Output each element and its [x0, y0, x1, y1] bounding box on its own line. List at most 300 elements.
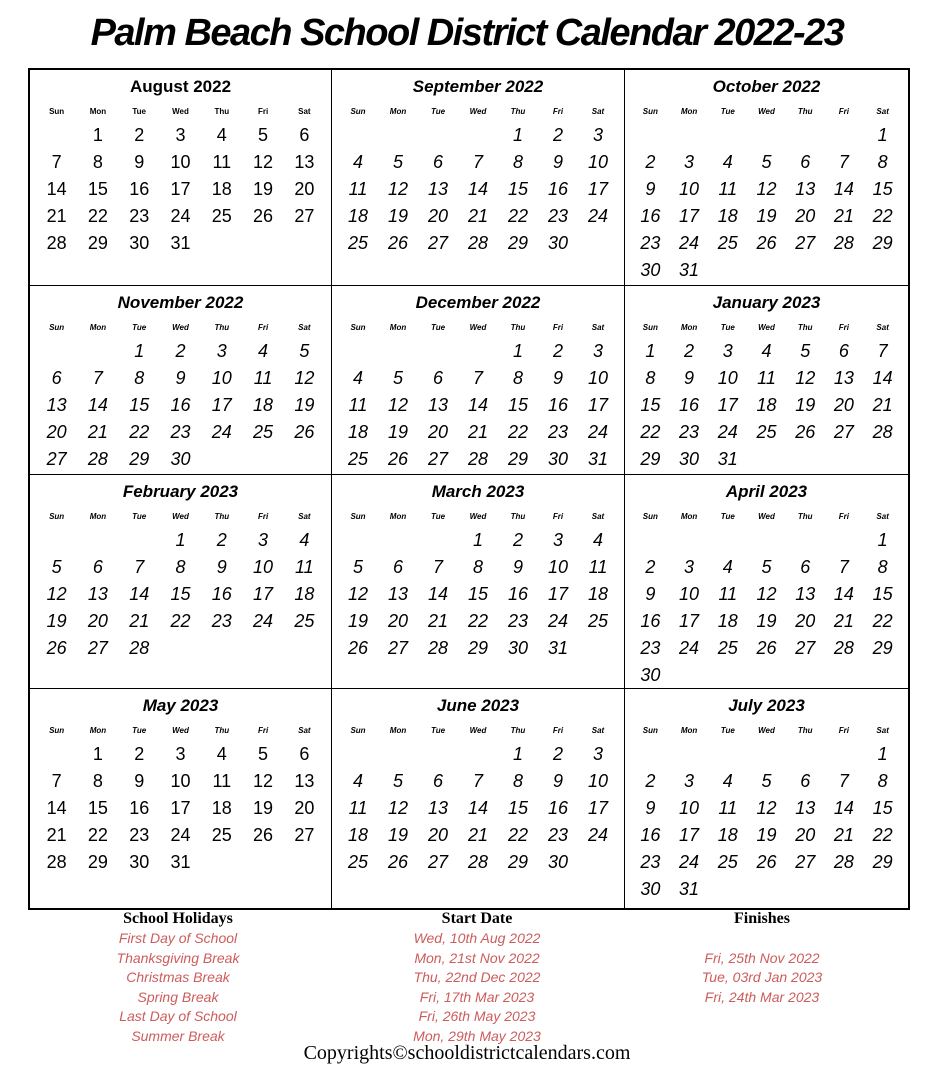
date-cell: 7	[838, 771, 849, 791]
date-cell: 23	[170, 422, 191, 442]
date-cell: 4	[216, 744, 227, 764]
date-cell: 12	[387, 798, 409, 818]
date-cell: 22	[507, 825, 529, 845]
empty-cell	[708, 257, 747, 284]
date-cell: 2	[216, 530, 227, 550]
date-cell: 27	[795, 638, 816, 658]
date-cell: 11	[757, 368, 776, 388]
empty-cell	[378, 338, 418, 365]
empty-cell	[201, 446, 242, 473]
date-cell: 24	[717, 422, 738, 442]
date-cell: 23	[129, 825, 150, 845]
date-cell: 29	[129, 449, 150, 469]
empty-cell	[708, 527, 747, 554]
break-holiday: Summer Break	[131, 1027, 225, 1044]
weekday-label: Sun	[642, 106, 658, 116]
month-may-2023	[30, 689, 332, 908]
weekday-label: Thu	[214, 725, 230, 735]
date-cell: 20	[387, 611, 409, 631]
week-row	[631, 554, 902, 581]
weeks	[625, 122, 908, 284]
date-cell: 22	[467, 611, 489, 631]
date-cell: 16	[640, 825, 661, 845]
school-holidays-list	[28, 929, 328, 1046]
empty-cell	[458, 338, 498, 365]
date-cell: 11	[718, 584, 738, 604]
weekday-header-row	[332, 505, 624, 527]
date-cell: 25	[717, 852, 738, 872]
date-cell: 22	[872, 825, 893, 845]
date-cell: 3	[592, 125, 603, 145]
date-cell: 29	[872, 852, 893, 872]
empty-cell	[201, 849, 242, 876]
date-cell: 21	[467, 825, 489, 845]
date-cell: 13	[833, 368, 854, 388]
date-cell: 1	[175, 530, 186, 550]
weekday-label: Fri	[257, 106, 269, 116]
date-cell: 18	[347, 825, 369, 845]
empty-cell	[242, 849, 283, 876]
month-september-2022	[332, 70, 625, 286]
date-cell: 3	[684, 152, 695, 172]
weekday-header-row	[30, 505, 331, 527]
date-cell: 2	[645, 152, 656, 172]
date-cell: 14	[833, 798, 854, 818]
week-row	[36, 768, 325, 795]
empty-cell	[825, 446, 864, 473]
month-title: April 2023	[725, 482, 808, 501]
calendar-grid	[28, 68, 910, 910]
empty-cell	[418, 122, 458, 149]
weekday-label: Sun	[350, 322, 366, 332]
empty-cell	[747, 662, 786, 689]
week-row	[338, 768, 618, 795]
page-title: Palm Beach School District Calendar 2022-23	[90, 12, 844, 54]
empty-cell	[418, 527, 458, 554]
week-row	[36, 527, 325, 554]
date-cell: 10	[679, 179, 700, 199]
week-row	[338, 392, 618, 419]
date-cell: 30	[640, 665, 661, 685]
month-october-2022	[625, 70, 908, 286]
date-cell: 7	[472, 771, 483, 791]
date-cell: 20	[294, 179, 315, 199]
start-date-header: Start Date	[441, 910, 513, 927]
weekday-label: Thu	[797, 725, 813, 735]
date-cell: 21	[467, 206, 489, 226]
date-cell: 10	[587, 152, 609, 172]
date-cell: 28	[46, 233, 67, 253]
weekday-label: Wed	[758, 725, 775, 735]
date-cell: 7	[838, 557, 849, 577]
date-cell: 30	[547, 852, 569, 872]
date-cell: 23	[129, 206, 150, 226]
empty-cell	[786, 876, 825, 903]
weekday-label: Sat	[876, 511, 889, 521]
week-row	[631, 257, 902, 284]
date-cell: 23	[547, 206, 569, 226]
weekday-label: Fri	[552, 725, 564, 735]
date-cell: 26	[387, 233, 409, 253]
week-row	[631, 876, 902, 903]
date-cell: 12	[387, 395, 409, 415]
date-cell: 13	[294, 771, 315, 791]
date-cell: 14	[833, 584, 854, 604]
date-cell: 28	[833, 852, 854, 872]
date-cell: 19	[387, 422, 409, 442]
week-row	[631, 662, 902, 689]
date-cell: 11	[348, 798, 368, 818]
break-finish-empty	[612, 1007, 912, 1027]
month-march-2023	[332, 475, 625, 689]
empty-cell	[77, 527, 118, 554]
week-row	[36, 581, 325, 608]
date-cell: 18	[347, 206, 369, 226]
week-row	[338, 581, 618, 608]
date-cell: 10	[211, 368, 232, 388]
date-cell: 22	[872, 206, 893, 226]
week-row	[338, 419, 618, 446]
weeks	[30, 122, 331, 257]
date-cell: 22	[129, 422, 150, 442]
date-cell: 22	[872, 611, 893, 631]
date-cell: 16	[170, 395, 191, 415]
date-cell: 26	[253, 206, 274, 226]
date-cell: 8	[175, 557, 186, 577]
date-cell: 15	[170, 584, 191, 604]
weekday-label: Sat	[876, 106, 889, 116]
date-cell: 25	[347, 449, 369, 469]
weeks	[332, 338, 624, 473]
date-cell: 28	[427, 638, 449, 658]
weekday-label: Thu	[510, 511, 526, 521]
weekday-label: Tue	[430, 106, 446, 116]
weeks	[625, 338, 908, 473]
date-cell: 28	[129, 638, 150, 658]
weekday-label: Tue	[720, 725, 735, 735]
empty-cell	[378, 122, 418, 149]
weekday-label: Wed	[172, 322, 189, 332]
date-cell: 10	[679, 798, 700, 818]
date-cell: 10	[170, 152, 191, 172]
weekday-label: Mon	[389, 511, 407, 521]
empty-cell	[119, 527, 160, 554]
date-cell: 20	[795, 206, 816, 226]
month-title: January 2023	[712, 293, 821, 312]
date-cell: 25	[756, 422, 777, 442]
weekday-header-row	[625, 316, 908, 338]
date-cell: 9	[645, 179, 656, 199]
date-cell: 30	[170, 449, 191, 469]
date-cell: 13	[46, 395, 67, 415]
date-cell: 31	[547, 638, 569, 658]
date-cell: 15	[87, 179, 108, 199]
weekday-label: Sun	[49, 322, 65, 332]
weekday-label: Sat	[876, 725, 889, 735]
date-cell: 5	[392, 368, 403, 388]
month-january-2023	[625, 286, 908, 475]
date-cell: 9	[552, 771, 563, 791]
date-cell: 3	[592, 341, 603, 361]
weeks	[332, 122, 624, 257]
empty-cell	[670, 122, 709, 149]
weekday-label: Wed	[469, 511, 487, 521]
week-row	[631, 230, 902, 257]
date-cell: 7	[877, 341, 888, 361]
weekday-header-row	[332, 719, 624, 741]
date-cell: 10	[253, 557, 274, 577]
weekday-label: Fri	[838, 322, 850, 332]
date-cell: 1	[877, 125, 888, 145]
week-row	[36, 230, 325, 257]
date-cell: 7	[51, 152, 62, 172]
weekday-label: Thu	[510, 725, 526, 735]
date-cell: 14	[833, 179, 854, 199]
date-cell: 14	[46, 798, 67, 818]
date-cell: 25	[253, 422, 274, 442]
date-cell: 16	[129, 179, 150, 199]
weekday-header-row	[625, 719, 908, 741]
weekday-label: Tue	[132, 511, 147, 521]
empty-cell	[458, 741, 498, 768]
date-cell: 24	[679, 233, 700, 253]
date-cell: 4	[352, 152, 363, 172]
week-row	[338, 527, 618, 554]
date-cell: 13	[795, 584, 816, 604]
date-cell: 11	[212, 771, 232, 791]
break-finish-empty	[612, 929, 912, 949]
date-cell: 18	[211, 798, 232, 818]
date-cell: 31	[717, 449, 738, 469]
date-cell: 16	[547, 395, 569, 415]
week-row	[36, 149, 325, 176]
empty-cell	[786, 741, 825, 768]
date-cell: 31	[170, 233, 191, 253]
date-cell: 12	[795, 368, 816, 388]
weekday-label: Wed	[469, 106, 487, 116]
date-cell: 17	[679, 825, 700, 845]
date-cell: 22	[170, 611, 191, 631]
date-cell: 4	[761, 341, 772, 361]
month-title: May 2023	[142, 696, 219, 715]
empty-cell	[201, 230, 242, 257]
date-cell: 13	[427, 798, 449, 818]
week-row	[36, 122, 325, 149]
date-cell: 7	[472, 368, 483, 388]
week-row	[36, 365, 325, 392]
date-cell: 18	[717, 825, 738, 845]
date-cell: 19	[756, 206, 777, 226]
date-cell: 11	[253, 368, 273, 388]
date-cell: 8	[877, 152, 888, 172]
date-cell: 18	[587, 584, 609, 604]
empty-cell	[36, 741, 77, 768]
date-cell: 14	[427, 584, 449, 604]
empty-cell	[201, 635, 242, 662]
month-title: June 2023	[436, 696, 520, 715]
weekday-label: Tue	[430, 511, 446, 521]
date-cell: 1	[512, 744, 523, 764]
empty-cell	[284, 230, 325, 257]
week-row	[338, 338, 618, 365]
weekday-label: Sat	[298, 725, 311, 735]
empty-cell	[242, 635, 283, 662]
week-row	[631, 768, 902, 795]
week-row	[338, 741, 618, 768]
date-cell: 5	[299, 341, 310, 361]
date-cell: 12	[756, 584, 777, 604]
break-start: Thu, 22nd Dec 2022	[413, 969, 541, 985]
date-cell: 7	[472, 152, 483, 172]
week-row	[36, 795, 325, 822]
date-cell: 26	[795, 422, 816, 442]
month-title: July 2023	[728, 696, 805, 715]
week-row	[338, 554, 618, 581]
weekday-label: Tue	[720, 106, 735, 116]
weekday-label: Sun	[49, 725, 65, 735]
date-cell: 8	[645, 368, 656, 388]
empty-cell	[36, 527, 77, 554]
date-cell: 3	[684, 771, 695, 791]
week-row	[36, 419, 325, 446]
date-cell: 6	[432, 771, 443, 791]
date-cell: 3	[592, 744, 603, 764]
empty-cell	[670, 527, 709, 554]
date-cell: 3	[552, 530, 563, 550]
weekday-label: Mon	[680, 725, 698, 735]
weekday-label: Mon	[89, 106, 107, 116]
month-title: March 2023	[431, 482, 525, 501]
weekday-label: Mon	[389, 725, 407, 735]
date-cell: 4	[352, 368, 363, 388]
date-cell: 6	[92, 557, 103, 577]
date-cell: 11	[348, 179, 368, 199]
date-cell: 7	[432, 557, 443, 577]
weeks	[332, 527, 624, 662]
empty-cell	[708, 662, 747, 689]
weekday-label: Mon	[389, 106, 407, 116]
date-cell: 5	[352, 557, 363, 577]
date-cell: 16	[547, 798, 569, 818]
break-start: Mon, 29th May 2023	[413, 1027, 541, 1044]
date-cell: 9	[134, 152, 145, 172]
date-cell: 2	[552, 341, 563, 361]
date-cell: 17	[170, 179, 191, 199]
weeks	[625, 527, 908, 689]
date-cell: 8	[472, 557, 483, 577]
date-cell: 30	[679, 449, 700, 469]
date-cell: 6	[432, 368, 443, 388]
empty-cell	[747, 741, 786, 768]
date-cell: 5	[761, 152, 772, 172]
date-cell: 19	[387, 825, 409, 845]
empty-cell	[378, 741, 418, 768]
weekday-label: Mon	[89, 322, 107, 332]
date-cell: 9	[552, 152, 563, 172]
date-cell: 19	[253, 179, 274, 199]
date-cell: 16	[679, 395, 700, 415]
month-december-2022	[332, 286, 625, 475]
date-cell: 15	[129, 395, 150, 415]
week-row	[631, 741, 902, 768]
date-cell: 9	[684, 368, 695, 388]
date-cell: 12	[756, 179, 777, 199]
weekday-label: Mon	[680, 106, 698, 116]
date-cell: 29	[507, 852, 529, 872]
empty-cell	[631, 741, 670, 768]
date-cell: 26	[253, 825, 274, 845]
empty-cell	[747, 257, 786, 284]
date-cell: 9	[512, 557, 523, 577]
date-cell: 20	[427, 422, 449, 442]
weekday-label: Sat	[298, 322, 311, 332]
weekday-label: Fri	[257, 511, 269, 521]
date-cell: 1	[512, 341, 523, 361]
date-cell: 5	[761, 557, 772, 577]
date-cell: 7	[51, 771, 62, 791]
empty-cell	[825, 662, 864, 689]
date-cell: 30	[507, 638, 529, 658]
week-row	[36, 822, 325, 849]
date-cell: 29	[467, 638, 489, 658]
week-row	[631, 795, 902, 822]
empty-cell	[242, 230, 283, 257]
weekday-label: Sun	[642, 725, 658, 735]
week-row	[338, 822, 618, 849]
date-cell: 2	[134, 744, 145, 764]
date-cell: 2	[552, 125, 563, 145]
school-holidays-column	[28, 908, 328, 1046]
date-cell: 21	[46, 206, 67, 226]
date-cell: 2	[175, 341, 186, 361]
date-cell: 17	[170, 798, 191, 818]
empty-cell	[825, 876, 864, 903]
date-cell: 27	[294, 825, 315, 845]
weekday-label: Sat	[298, 511, 311, 521]
date-cell: 18	[253, 395, 274, 415]
date-cell: 27	[387, 638, 409, 658]
weekday-label: Sun	[350, 725, 366, 735]
weekday-label: Sun	[642, 511, 658, 521]
weekday-label: Thu	[510, 322, 526, 332]
date-cell: 31	[679, 879, 700, 899]
date-cell: 28	[87, 449, 108, 469]
date-cell: 13	[427, 395, 449, 415]
weeks	[30, 527, 331, 662]
date-cell: 16	[129, 798, 150, 818]
date-cell: 2	[684, 341, 695, 361]
empty-cell	[670, 741, 709, 768]
date-cell: 7	[838, 152, 849, 172]
date-cell: 29	[507, 233, 529, 253]
empty-cell	[36, 338, 77, 365]
date-cell: 6	[800, 771, 811, 791]
date-cell: 9	[645, 798, 656, 818]
date-cell: 6	[800, 152, 811, 172]
break-holiday: First Day of School	[118, 930, 238, 946]
date-cell: 18	[717, 611, 738, 631]
date-cell: 6	[838, 341, 849, 361]
date-cell: 16	[640, 206, 661, 226]
week-row	[631, 419, 902, 446]
month-title: February 2023	[122, 482, 239, 501]
week-row	[36, 446, 325, 473]
weekday-label: Tue	[720, 511, 735, 521]
date-cell: 30	[129, 233, 150, 253]
break-holiday: Last Day of School	[119, 1008, 237, 1024]
date-cell: 1	[645, 341, 656, 361]
date-cell: 18	[756, 395, 777, 415]
